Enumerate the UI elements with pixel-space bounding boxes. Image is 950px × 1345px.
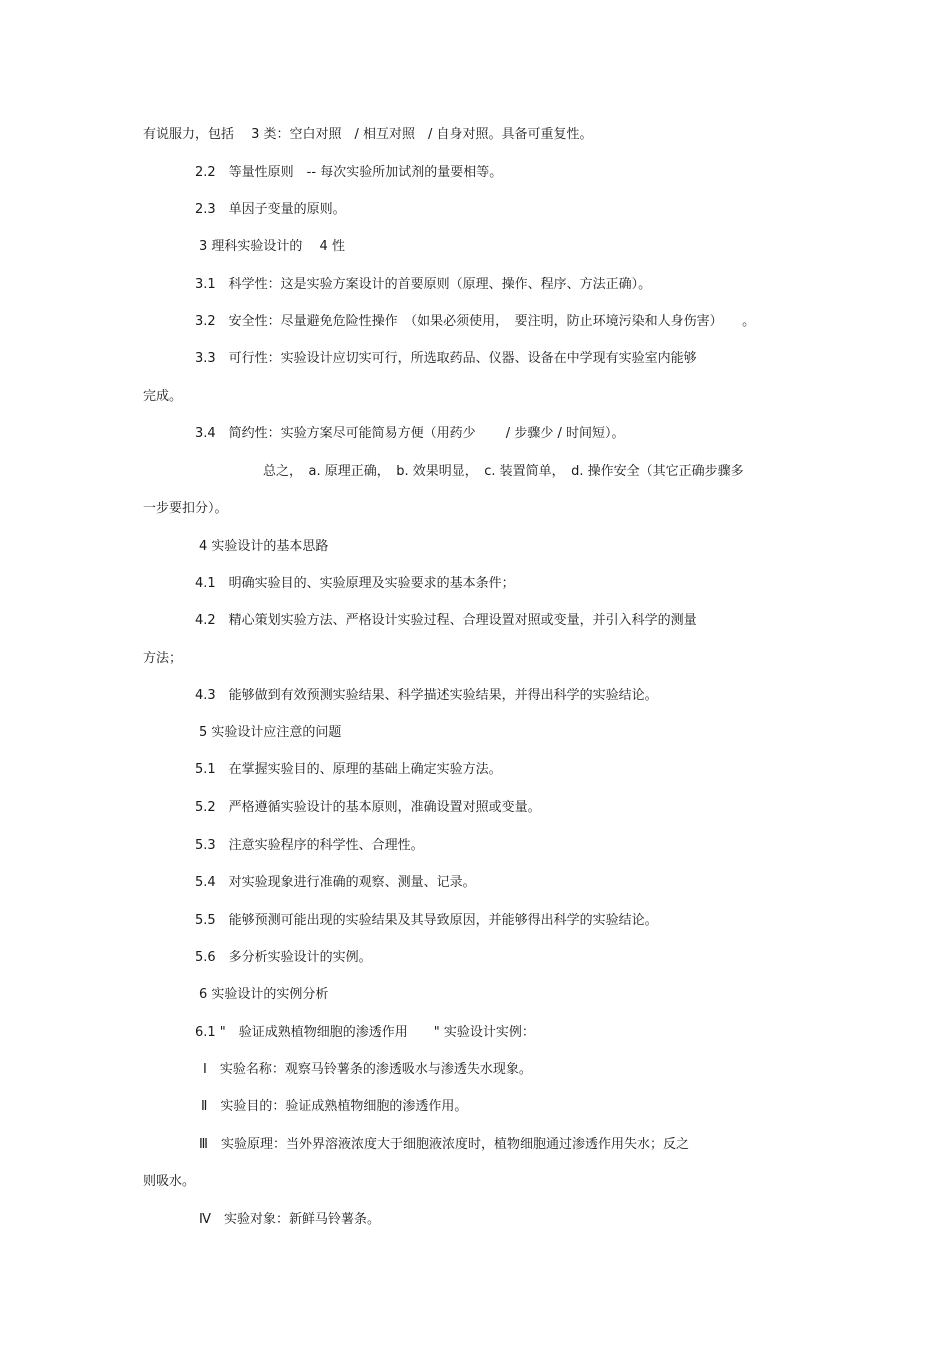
text-line: 5.5 能够预测可能出现的实验结果及其导致原因，并能够得出科学的实验结论。 (195, 913, 658, 928)
text-line: Ⅲ 实验原理：当外界溶液浓度大于细胞液浓度时，植物细胞通过渗透作用失水；反之 (199, 1137, 689, 1152)
text-line: 5.1 在掌握实验目的、原理的基础上确定实验方法。 (195, 762, 502, 777)
text-line: 有说服力，包括 3 类：空白对照 / 相互对照 / 自身对照。具备可重复性。 (143, 127, 593, 142)
section-heading: 4 实验设计的基本思路 (199, 539, 329, 554)
section-heading: 3 理科实验设计的 4 性 (199, 239, 345, 254)
text-line: Ⅰ 实验名称：观察马铃薯条的渗透吸水与渗透失水现象。 (203, 1062, 532, 1077)
text-line: 4.3 能够做到有效预测实验结果、科学描述实验结果，并得出科学的实验结论。 (195, 688, 658, 703)
section-heading: 5 实验设计应注意的问题 (199, 725, 342, 740)
text-line: 4.1 明确实验目的、实验原理及实验要求的基本条件； (195, 576, 515, 591)
text-line: 一步要扣分）。 (143, 501, 228, 516)
text-line: 4.2 精心策划实验方法、严格设计实验过程、合理设置对照或变量，并引入科学的测量 (195, 613, 697, 628)
text-line: 5.6 多分析实验设计的实例。 (195, 950, 372, 965)
text-line: 方法； (143, 651, 183, 666)
text-line: Ⅱ 实验目的：验证成熟植物细胞的渗透作用。 (201, 1099, 468, 1114)
text-line: 5.4 对实验现象进行准确的观察、测量、记录。 (195, 875, 476, 890)
text-line: 5.2 严格遵循实验设计的基本原则，准确设置对照或变量。 (195, 800, 541, 815)
text-line: 3.1 科学性：这是实验方案设计的首要原则（原理、操作、程序、方法正确）。 (195, 277, 652, 292)
text-line: 2.2 等量性原则 -- 每次实验所加试剂的量要相等。 (195, 165, 503, 180)
section-heading: 6 实验设计的实例分析 (199, 987, 329, 1002)
text-line: 则吸水。 (143, 1174, 196, 1189)
text-line: Ⅳ 实验对象：新鲜马铃薯条。 (199, 1212, 380, 1227)
text-line: 3.2 安全性：尽量避免危险性操作 （如果必须使用， 要注明，防止环境污染和人身伤害） 。 (195, 314, 756, 329)
text-line: 总之， a. 原理正确， b. 效果明显， c. 装置简单， d. 操作安全（其它正确步骤多 (263, 464, 744, 479)
text-line: 2.3 单因子变量的原则。 (195, 202, 346, 217)
text-line: 6.1 " 验证成熟植物细胞的渗透作用 " 实验设计实例： (195, 1025, 535, 1040)
text-line: 3.3 可行性：实验设计应切实可行，所选取药品、仪器、设备在中学现有实验室内能够 (195, 351, 697, 366)
text-line: 3.4 简约性：实验方案尽可能简易方便（用药少 / 步骤少 / 时间短）。 (195, 426, 625, 441)
text-line: 5.3 注意实验程序的科学性、合理性。 (195, 838, 424, 853)
text-line: 完成。 (143, 389, 183, 404)
